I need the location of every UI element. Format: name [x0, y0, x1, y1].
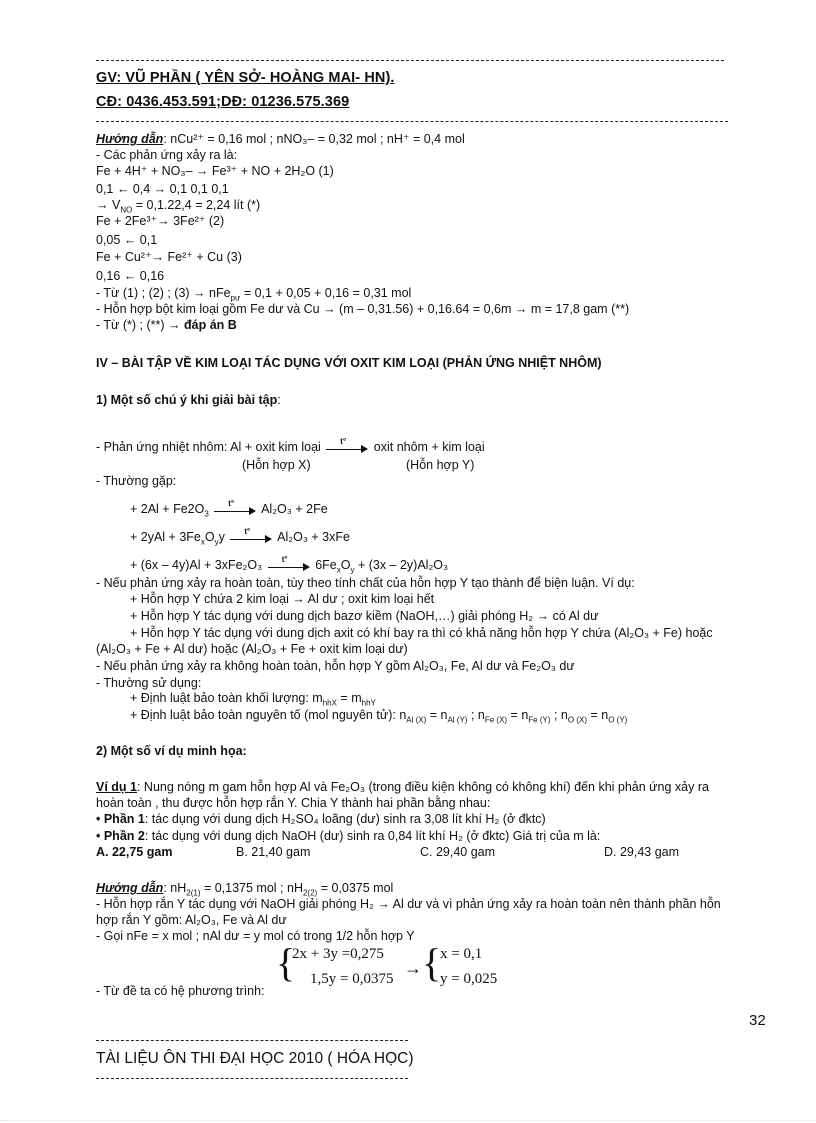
reaction-1: + $2Al + Fe2O_3$ t° Al₂O₃ + 2Fe: [130, 498, 328, 519]
reaction-3: + (6x – 4y)Al + 3xFe₂O₃ t° $6Fe_xO_y + (3x - 2y)Al_2O_3$: [130, 554, 449, 575]
thermite-reaction: - Phản ứng nhiệt nhôm: Al + oxit kim loại t° oxit nhôm + kim loại: [96, 436, 485, 454]
right-brace-icon: {: [422, 940, 442, 985]
answer-b: đáp án B: [184, 318, 237, 332]
arrow-icon: t°: [326, 443, 368, 453]
example1-label: Ví dụ 1: [96, 780, 137, 794]
page-edge: [0, 1120, 816, 1121]
note-3: + Hỗn hợp Y tác dụng với dung dịch bazơ kiềm (NaOH,…) giải phóng H₂ → có Al dư: [130, 609, 599, 623]
teacher-name: GV: VŨ PHẦN ( YÊN SỞ- HOÀNG MAI- HN).: [96, 70, 395, 86]
note-7: - Thường sử dụng:: [96, 676, 202, 690]
solution-x: x = 0,1: [440, 946, 483, 962]
header-rule-bottom: [96, 121, 728, 122]
section4-title: IV – BÀI TẬP VỀ KIM LOẠI TÁC DỤNG VỚI OXIT KIM LOẠI (PHẢN ỨNG NHIỆT NHÔM): [96, 356, 602, 370]
footer-rule-bottom: [96, 1078, 408, 1079]
section4-sub1: 1) Một số chú ý khi giải bài tập:: [96, 393, 281, 407]
option-d: D. 29,43 gam: [604, 845, 680, 859]
arrow-icon: t°: [230, 533, 272, 543]
footer-title: TÀI LIỆU ÔN THI ĐẠI HỌC 2010 ( HÓA HỌC): [96, 1050, 414, 1067]
header-rule-top: [96, 60, 724, 61]
footer-rule-top: [96, 1040, 408, 1041]
note-2: + Hỗn hợp Y chứa 2 kim loại → Al dư ; oxit kim loại hết: [130, 592, 435, 606]
guide2-line5: - Từ đề ta có hệ phương trình:: [96, 984, 265, 998]
example1-line2: hoàn toàn , thu được hỗn hợp rắn Y. Chia Y thành hai phần bằng nhau:: [96, 796, 491, 810]
example1-part2: • Phần 2: tác dụng với dung dịch NaOH (dư) sinh ra 0,84 lít khí H₂ (ở đktc) Giá trị của m là:: [96, 829, 601, 843]
example1-part1: • Phần 1: tác dụng với dung dịch H₂SO₄ loãng (dư) sinh ra 3,08 lít khí H₂ (ở đktc): [96, 812, 546, 826]
guide1-label: Hướng dẫn: [96, 132, 164, 146]
guide1-line4: 0,1 ← 0,4 → 0,1 0,1 0,1: [96, 182, 229, 196]
teacher-phone: CĐ: 0436.453.591;DĐ: 01236.575.369: [96, 94, 350, 110]
equation-2: 1,5y = 0,0375: [310, 971, 394, 987]
note-8: + Định luật bảo toàn khối lượng: $m_{hhX} = m_{hhY}$: [130, 691, 376, 708]
guide1-line12: - Từ (*) ; (**) → đáp án B: [96, 318, 237, 332]
solution-y: y = 0,025: [440, 971, 498, 987]
implies-arrow-icon: →: [404, 958, 422, 978]
left-brace-icon: {: [276, 940, 296, 985]
option-b: B. 21,40 gam: [236, 845, 311, 859]
guide1-line3: Fe + 4H⁺ + NO₃– → Fe³⁺ + NO + 2H₂O (1): [96, 164, 334, 178]
guide2-line2: - Hỗn hợp rắn Y tác dụng với NaOH giải phóng H₂ → Al dư và vì phản ứng xảy ra hoàn toàn nên thành phần hỗn: [96, 897, 721, 911]
note-4: + Hỗn hợp Y tác dụng với dung dịch axit có khí bay ra thì có khả năng hỗn hợp Y chứa (Al₂O₃ + Fe) hoặc: [130, 626, 713, 640]
guide2-line3: hợp rắn Y gồm: Al₂O₃, Fe và Al dư: [96, 913, 287, 927]
example1-line1: Ví dụ 1: Nung nóng m gam hỗn hợp Al và Fe₂O₃ (trong điều kiện không có không khí) đến khi phản ứng xảy ra: [96, 780, 709, 794]
section4-sub2: 2) Một số ví dụ minh họa:: [96, 744, 247, 758]
equation-1: 2x + 3y =0,275: [292, 946, 384, 962]
guide1-line6: Fe + 2Fe³⁺→ 3Fe²⁺ (2): [96, 214, 225, 228]
guide1-line1: Hướng dẫn: nCu²⁺ = 0,16 mol ; nNO₃– = 0,32 mol ; nH⁺ = 0,4 mol: [96, 132, 465, 146]
guide1-line8: Fe + Cu²⁺→ Fe²⁺ + Cu (3): [96, 250, 242, 264]
guide1-line2: - Các phản ứng xảy ra là:: [96, 148, 238, 162]
guide2-line1: Hướng dẫn: $nH_{2(1)} = 0,1375$ mol ; $nH_{2(2)} = 0,0375$ mol: [96, 881, 394, 898]
guide1-line5: → $V_{NO} = 0,1.22,4 = 2,24$ lít (*): [96, 198, 261, 215]
option-a: A. 22,75 gam: [96, 845, 173, 859]
page-number: 32: [749, 1012, 766, 1029]
note-9: + Định luật bảo toàn nguyên tố (mol nguyên tử): $n_{Al (X)} = n_{Al (Y)}$ ; $n_{Fe (X)} = n_{Fe (Y)}$ ; $n_{O (X)} = n_{O (Y)}$: [130, 708, 628, 725]
note-5: (Al₂O₃ + Fe + Al dư) hoặc (Al₂O₃ + Fe + oxit kim loại dư): [96, 642, 408, 656]
note-1: - Nếu phản ứng xảy ra hoàn toàn, tùy theo tính chất của hỗn hợp Y tạo thành để biện luận. Ví dụ:: [96, 576, 635, 590]
note-6: - Nếu phản ứng xảy ra không hoàn toàn, hỗn hợp Y gồm Al₂O₃, Fe, Al dư và Fe₂O₃ dư: [96, 659, 575, 673]
guide1-line10: - Từ (1) ; (2) ; (3) → nFe$_{pư}$ = 0,1 + 0,05 + 0,16 = 0,31 mol: [96, 286, 412, 303]
mix-y-label: (Hỗn hợp Y): [406, 458, 475, 472]
common-label: - Thường gặp:: [96, 474, 177, 488]
option-c: C. 29,40 gam: [420, 845, 496, 859]
guide2-label: Hướng dẫn: [96, 881, 164, 895]
arrow-icon: t°: [214, 505, 256, 515]
mix-x-label: (Hỗn hợp X): [242, 458, 311, 472]
guide1-line9: 0,16 ← 0,16: [96, 269, 165, 283]
arrow-icon: t°: [268, 561, 310, 571]
reaction-2: + $2yAl + 3Fe_xO_yy$ t° Al₂O₃ + 3xFe: [130, 526, 350, 547]
guide1-line7: 0,05 ← 0,1: [96, 233, 158, 247]
guide2-line4: - Gọi nFe = x mol ; nAl dư = y mol có trong 1/2 hỗn hợp Y: [96, 929, 415, 943]
guide1-line11: - Hỗn hợp bột kim loại gồm Fe dư và Cu → (m – 0,31.56) + 0,16.64 = 0,6m → m = 17,8 gam (**): [96, 302, 630, 316]
